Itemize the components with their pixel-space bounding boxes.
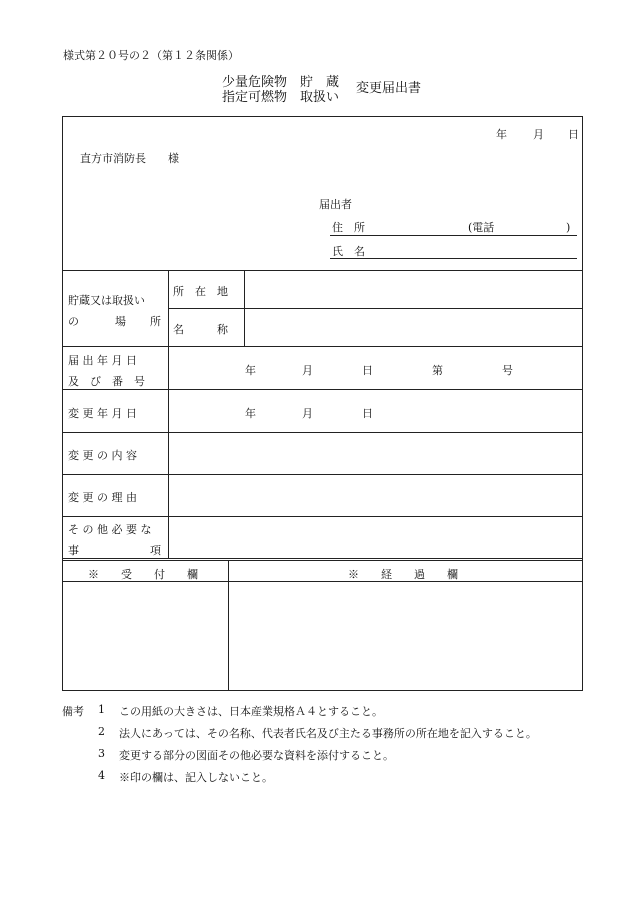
other-input[interactable]: [169, 517, 582, 557]
applicant-label: 届出者: [319, 198, 352, 211]
filing-month: 月: [302, 364, 313, 377]
phone-close: ): [566, 221, 571, 234]
filing-date-label-1: 届 出 年 月 日: [68, 354, 137, 367]
form-title: 変更届出書: [356, 81, 422, 96]
note-text: ※印の欄は、記入しないこと。: [119, 771, 273, 784]
address-label: 住 所: [332, 221, 365, 234]
change-year: 年: [245, 407, 256, 420]
storage-place-label-1: 貯蔵又は取扱い: [68, 294, 145, 307]
header-day: 日: [568, 128, 579, 141]
name-label: 氏 名: [332, 245, 365, 258]
filing-number-prefix: 第: [432, 364, 443, 377]
change-content-input[interactable]: [169, 433, 582, 473]
column-divider: [168, 270, 169, 559]
change-reason-label: 変 更 の 理 由: [68, 491, 137, 504]
note-text: この用紙の大きさは、日本産業規格Ａ４とすること。: [119, 705, 383, 718]
phone-label: (電話: [468, 221, 495, 234]
filing-year: 年: [245, 364, 256, 377]
note-number: 2: [98, 725, 105, 738]
row-divider: [62, 389, 583, 390]
note-number: 3: [98, 747, 105, 760]
filing-number-suffix: 号: [502, 364, 513, 377]
location-input[interactable]: [245, 271, 582, 307]
header-year: 年: [496, 128, 507, 141]
storage-place-label-2b: 場: [115, 315, 126, 328]
change-content-label: 変 更 の 内 容: [68, 449, 137, 462]
row-divider: [62, 560, 583, 561]
form-code: 様式第２０号の２（第１２条関係）: [63, 49, 239, 62]
change-month: 月: [302, 407, 313, 420]
facility-name-input[interactable]: [245, 309, 582, 345]
name-field[interactable]: [330, 258, 577, 259]
other-label-1: そ の 他 必 要 な: [68, 523, 152, 536]
facility-name-label: 名 称: [173, 323, 228, 336]
row-divider: [62, 346, 583, 347]
change-date-label: 変 更 年 月 日: [68, 407, 137, 420]
header-month: 月: [533, 128, 544, 141]
reception-column-header: ※ 受 付 欄: [88, 568, 198, 581]
addressee: 直方市消防長 様: [80, 152, 179, 165]
title-line-2: 指定可燃物 取扱い: [222, 90, 340, 105]
notes-heading: 備考: [62, 705, 84, 718]
note-text: 変更する部分の図面その他必要な資料を添付すること。: [119, 749, 394, 762]
filing-day: 日: [362, 364, 373, 377]
storage-place-label-2c: 所: [150, 315, 161, 328]
form-title-options: [222, 75, 339, 105]
title-line-1: 少量危険物 貯 蔵: [222, 75, 340, 90]
change-day: 日: [362, 407, 373, 420]
other-label-2b: 項: [150, 544, 161, 557]
other-label-2a: 事: [68, 544, 79, 557]
storage-place-label-2a: の: [68, 315, 79, 328]
address-field[interactable]: [330, 235, 577, 236]
note-number: 1: [98, 703, 105, 716]
filing-date-label-2: 及 び 番 号: [68, 375, 145, 388]
progress-column-header: ※ 経 過 欄: [348, 568, 458, 581]
location-label: 所 在 地: [173, 285, 228, 298]
row-divider: [62, 558, 583, 559]
change-reason-input[interactable]: [169, 475, 582, 515]
note-number: 4: [98, 769, 105, 782]
column-divider: [228, 560, 229, 691]
note-text: 法人にあっては、その名称、代表者氏名及び主たる事務所の所在地を記入すること。: [119, 727, 537, 740]
